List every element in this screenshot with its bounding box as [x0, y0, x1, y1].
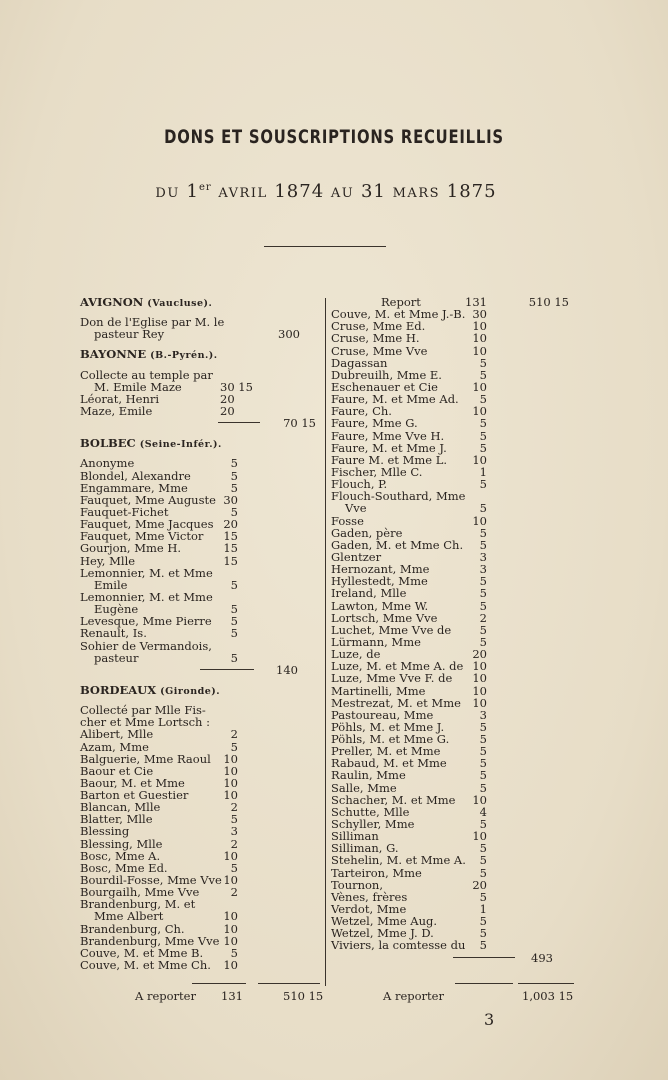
list-item — [80, 910, 320, 922]
entry-name: Faure, M. et Mme Ad. — [331, 392, 459, 407]
entry-name: Schyller, Mme — [331, 817, 415, 832]
entry-name: Blondel, Alexandre — [80, 468, 191, 483]
list-item — [80, 728, 320, 740]
entry-value: 10 — [472, 792, 487, 807]
entry-name: Baour, M. et Mme — [80, 775, 185, 790]
entry-value: 5 — [479, 938, 487, 953]
entry-value: 2 — [230, 727, 238, 742]
entry-value: 5 — [479, 586, 487, 601]
entry-name: Tournon, — [331, 877, 383, 892]
list-item — [331, 502, 571, 514]
entry-value: 5 — [479, 392, 487, 407]
entry-value: 5 — [230, 504, 238, 519]
entry-value: 10 — [472, 683, 487, 698]
entry-name: Cruse, Mme Vve — [331, 343, 428, 358]
subtitle-year-start: 1874 — [274, 181, 325, 202]
entry-name: Mestrezat, M. et Mme — [331, 695, 461, 710]
list-item — [331, 867, 571, 879]
section-total: 300 — [278, 327, 300, 342]
entry-value: 10 — [472, 319, 487, 334]
entry-value: 5 — [479, 889, 487, 904]
entry-name: Hernozant, Mme — [331, 562, 430, 577]
subtotal-rule — [218, 422, 260, 423]
entry-value: 5 — [479, 355, 487, 370]
entry-name: Pöhls, M. et Mme G. — [331, 732, 450, 747]
list-item — [331, 490, 571, 502]
entry-name: Glentzer — [331, 549, 382, 564]
entry-value: 10 — [223, 848, 238, 863]
entry-name: Baour et Cie — [80, 763, 154, 778]
entry-name: Faure, Ch. — [331, 404, 392, 419]
entry-name: Couve, M. et Mme B. — [80, 945, 204, 960]
entry-value: 5 — [230, 812, 238, 827]
entry-value: 30 15 — [220, 379, 253, 394]
list-item — [80, 470, 320, 482]
entry-name: cher et Mme Lortsch : — [80, 715, 210, 730]
entry-name: Schacher, M. et Mme — [331, 792, 456, 807]
left-a-reporter-value: 131 — [221, 989, 243, 1003]
region-name: (B.-Pyrén.). — [150, 350, 218, 362]
list-item — [80, 825, 320, 837]
entry-name: Verdot, Mme — [331, 902, 407, 917]
list-item — [80, 328, 320, 340]
entry-name: Stehelin, M. et Mme A. — [331, 853, 466, 868]
entry-name: Dagassan — [331, 355, 388, 370]
entry-name: Preller, M. et Mme — [331, 744, 441, 759]
entry-value: 5 — [479, 841, 487, 856]
entry-value: 10 — [472, 343, 487, 358]
entry-value: 10 — [472, 452, 487, 467]
list-item — [331, 527, 571, 539]
entry-value: 1 — [479, 902, 487, 917]
entry-name: Couve, M. et Mme J.-B. — [331, 307, 466, 322]
subtitle-sup: er — [198, 182, 212, 193]
page-title: DONS ET SOUSCRIPTIONS RECUEILLIS — [164, 126, 504, 148]
entry-name: Wetzel, Mme J. D. — [331, 926, 434, 941]
entry-value: 10 — [223, 958, 238, 973]
list-item — [80, 959, 320, 971]
entry-value: 15 — [223, 541, 238, 556]
entry-name: Luze, de — [331, 647, 381, 662]
entry-name: Hey, Mlle — [80, 553, 136, 568]
column-divider — [325, 298, 326, 986]
entry-value: 5 — [230, 650, 238, 665]
subtotal-rule — [200, 669, 254, 670]
entry-name: pasteur Rey — [94, 327, 165, 342]
entry-name: Lawton, Mme W. — [331, 598, 429, 613]
right-column — [331, 296, 571, 964]
subtitle-du: DU — [155, 186, 180, 201]
subtitle-day: 1 — [186, 181, 199, 202]
entry-name: Vènes, frères — [331, 889, 408, 904]
left-footer-rule-values — [192, 983, 246, 984]
left-column — [80, 296, 320, 971]
entry-value: 5 — [230, 480, 238, 495]
entry-name: Hyllestedt, Mme — [331, 574, 428, 589]
entry-name: Faure, M. et Mme J. — [331, 440, 447, 455]
entry-value: 20 — [220, 391, 235, 406]
entry-value: 5 — [230, 577, 238, 592]
list-item — [331, 854, 571, 866]
entry-name: Don de l'Eglise par M. le — [80, 315, 225, 330]
entry-name: Couve, M. et Mme Ch. — [80, 958, 211, 973]
entry-value: 10 — [472, 331, 487, 346]
entry-name: Blessing — [80, 824, 130, 839]
left-footer-rule-total — [258, 983, 320, 984]
entry-name: Mme Albert — [94, 909, 164, 924]
list-item — [80, 482, 320, 494]
section-heading-bayonne — [80, 348, 320, 360]
entry-name: Tarteiron, Mme — [331, 865, 422, 880]
entry-name: Emile — [94, 577, 128, 592]
entry-value: 20 — [223, 517, 238, 532]
entry-name: Fauquet, Mme Jacques — [80, 517, 214, 532]
entry-name: Bosc, Mme Ed. — [80, 860, 168, 875]
entry-value: 5 — [479, 416, 487, 431]
entry-name: Blancan, Mlle — [80, 800, 161, 815]
report-value: 131 — [465, 295, 487, 309]
right-footer-rule-values — [455, 983, 513, 984]
list-item — [331, 442, 571, 454]
entry-name: Engammare, Mme — [80, 480, 188, 495]
entry-name: Lortsch, Mme Vve — [331, 610, 438, 625]
entry-value: 5 — [479, 780, 487, 795]
section-total: 70 15 — [283, 416, 316, 431]
report-total: 510 15 — [528, 295, 569, 309]
entry-name: Fauquet-Fichet — [80, 504, 169, 519]
subtitle-au: AU — [330, 186, 355, 201]
right-a-reporter-label: A reporter — [383, 989, 444, 1003]
list-item — [80, 923, 320, 935]
list-item — [331, 430, 571, 442]
entry-name: Cruse, Mme H. — [331, 331, 420, 346]
entry-name: Flouch-Southard, Mme — [331, 489, 466, 504]
entry-name: Eschenauer et Cie — [331, 379, 438, 394]
entry-value: 5 — [479, 477, 487, 492]
entry-name: Luze, Mme Vve F. de — [331, 671, 453, 686]
entry-name: Flouch, P. — [331, 477, 388, 492]
list-item — [80, 741, 320, 753]
entry-name: Collecte au temple par — [80, 367, 213, 382]
section-heading-avignon — [80, 296, 320, 308]
section-heading-bordeaux — [80, 684, 320, 696]
entry-name: Martinelli, Mme — [331, 683, 426, 698]
entry-name: Fauquet, Mme Victor — [80, 529, 204, 544]
entry-value: 5 — [230, 602, 238, 617]
entry-value: 5 — [230, 739, 238, 754]
entry-name: Collecté par Mlle Fis- — [80, 703, 206, 718]
entry-value: 5 — [230, 860, 238, 875]
entry-value: 5 — [479, 744, 487, 759]
entry-name: Silliman, G. — [331, 841, 399, 856]
entry-value: 5 — [230, 626, 238, 641]
entry-name: Lemonnier, M. et Mme — [80, 565, 213, 580]
entry-name: Faure M. et Mme L. — [331, 452, 448, 467]
right-a-reporter-total: 1,003 15 — [522, 989, 574, 1003]
right-footer-rule-total — [518, 983, 574, 984]
entry-name: Fauquet, Mme Auguste — [80, 492, 216, 507]
list-item — [331, 612, 571, 624]
entry-name: Ireland, Mlle — [331, 586, 407, 601]
entry-value: 10 — [472, 513, 487, 528]
entry-value: 2 — [230, 800, 238, 815]
entry-name: Azam, Mme — [80, 739, 149, 754]
entry-value: 5 — [479, 525, 487, 540]
entry-value: 10 — [472, 829, 487, 844]
entry-name: Cruse, Mme Ed. — [331, 319, 426, 334]
subtitle-year-end: 1875 — [446, 181, 497, 202]
list-item — [80, 369, 320, 381]
entry-name: pasteur — [94, 650, 139, 665]
entry-name: Bourdil-Fosse, Mme Vve — [80, 873, 222, 888]
city-name: AVIGNON — [80, 295, 144, 309]
subtitle-day-end: 31 — [360, 181, 386, 202]
bolbec-list — [80, 457, 320, 663]
entry-name: Lürmann, Mme — [331, 634, 421, 649]
entry-name: Fischer, Mlle C. — [331, 464, 423, 479]
entry-name: Vve — [345, 501, 367, 516]
entry-name: Silliman — [331, 829, 379, 844]
entry-value: 10 — [223, 909, 238, 924]
entry-value: 20 — [220, 403, 235, 418]
entry-name: Brandenburg, Mme Vve — [80, 933, 220, 948]
entry-value: 5 — [479, 732, 487, 747]
entry-value: 5 — [479, 865, 487, 880]
entry-name: Renault, Is. — [80, 626, 147, 641]
city-name: BOLBEC — [80, 436, 136, 451]
entry-value: 20 — [472, 877, 487, 892]
entry-name: Lemonnier, M. et Mme — [80, 589, 213, 604]
entry-value: 5 — [230, 614, 238, 629]
entry-value: 10 — [472, 404, 487, 419]
city-name: BORDEAUX — [80, 682, 157, 697]
entry-value: 5 — [230, 468, 238, 483]
left-a-reporter-total: 510 15 — [283, 989, 324, 1003]
section-total: 493 — [531, 950, 553, 965]
list-item — [80, 627, 320, 639]
entry-name: Faure, Mme G. — [331, 416, 418, 431]
entry-name: Gourjon, Mme H. — [80, 541, 182, 556]
list-item — [80, 838, 320, 850]
entry-name: Brandenburg, Ch. — [80, 921, 185, 936]
subtotal-row — [331, 952, 571, 964]
list-item — [80, 542, 320, 554]
entry-value: 5 — [479, 598, 487, 613]
entry-name: Bourgailh, Mme Vve — [80, 885, 200, 900]
entry-value: 5 — [479, 914, 487, 929]
region-name: (Vaucluse). — [147, 298, 213, 309]
entry-value: 10 — [223, 873, 238, 888]
list-item — [80, 753, 320, 765]
entry-value: 5 — [479, 853, 487, 868]
entry-name: Gaden, M. et Mme Ch. — [331, 537, 464, 552]
list-item — [80, 567, 320, 579]
entry-name: Faure, Mme Vve H. — [331, 428, 445, 443]
entry-value: 2 — [479, 610, 487, 625]
region-name: (Gironde). — [160, 685, 221, 697]
page-number: 3 — [484, 1010, 495, 1029]
entry-name: Blatter, Mlle — [80, 812, 153, 827]
right-list — [331, 308, 571, 951]
entry-name: Fosse — [331, 513, 364, 528]
entry-value: 5 — [479, 719, 487, 734]
entry-name: Blessing, Mlle — [80, 836, 163, 851]
entry-value: 5 — [230, 945, 238, 960]
entry-name: Gaden, père — [331, 525, 403, 540]
entry-name: Bosc, Mme A. — [80, 848, 161, 863]
entry-name: Levesque, Mme Pierre — [80, 614, 212, 629]
entry-value: 10 — [223, 921, 238, 936]
list-item — [331, 939, 571, 951]
list-item — [331, 332, 571, 344]
subtitle-month-start: AVRIL — [218, 186, 268, 201]
entry-value: 2 — [230, 836, 238, 851]
entry-name: Pöhls, M. et Mme J. — [331, 719, 445, 734]
entry-name: Léorat, Henri — [80, 391, 160, 406]
list-item — [331, 417, 571, 429]
list-item — [331, 782, 571, 794]
entry-value: 30 — [223, 492, 238, 507]
entry-value: 10 — [223, 933, 238, 948]
entry-name: Balguerie, Mme Raoul — [80, 751, 211, 766]
entry-value: 3 — [479, 707, 487, 722]
entry-value: 5 — [479, 537, 487, 552]
list-item — [331, 685, 571, 697]
entry-value: 5 — [479, 622, 487, 637]
entry-value: 5 — [479, 367, 487, 382]
list-item — [80, 457, 320, 469]
entry-name: Alibert, Mlle — [80, 727, 154, 742]
entry-value: 5 — [479, 768, 487, 783]
list-item — [331, 515, 571, 527]
entry-value: 5 — [479, 440, 487, 455]
list-item — [331, 697, 571, 709]
list-item — [80, 555, 320, 567]
left-a-reporter-label: A reporter — [135, 989, 196, 1003]
entry-value: 3 — [479, 562, 487, 577]
list-item — [331, 587, 571, 599]
entry-value: 10 — [472, 695, 487, 710]
entry-value: 3 — [230, 824, 238, 839]
entry-value: 10 — [223, 763, 238, 778]
title-rule — [264, 246, 386, 247]
region-name: (Seine-Infér.). — [139, 439, 222, 451]
list-item — [80, 640, 320, 652]
entry-value: 4 — [479, 804, 487, 819]
list-item — [331, 600, 571, 612]
list-item — [331, 769, 571, 781]
list-item — [331, 672, 571, 684]
entry-name: Luze, M. et Mme A. de — [331, 659, 464, 674]
subtitle-month-end: MARS — [392, 186, 441, 201]
subtotal-rule — [453, 957, 515, 958]
entry-name: Brandenburg, M. et — [80, 897, 196, 912]
section-heading-bolbec — [80, 437, 320, 449]
list-item — [331, 345, 571, 357]
entry-value: 30 — [472, 307, 487, 322]
section-total: 140 — [276, 662, 298, 677]
entry-value: 10 — [223, 775, 238, 790]
entry-value: 3 — [479, 549, 487, 564]
entry-value: 10 — [472, 379, 487, 394]
entry-value: 5 — [230, 456, 238, 471]
entry-value: 15 — [223, 553, 238, 568]
entry-name: Wetzel, Mme Aug. — [331, 914, 438, 929]
entry-name: Anonyme — [80, 456, 135, 471]
list-item — [80, 652, 320, 664]
entry-value: 5 — [479, 756, 487, 771]
entry-value: 5 — [479, 501, 487, 516]
entry-value: 10 — [223, 751, 238, 766]
bordeaux-list — [80, 704, 320, 971]
entry-name: Dubreuilh, Mme E. — [331, 367, 442, 382]
entry-value: 1 — [479, 464, 487, 479]
entry-value: 10 — [472, 671, 487, 686]
entry-name: Barton et Guestier — [80, 788, 189, 803]
entry-name: Luchet, Mme Vve de — [331, 622, 452, 637]
entry-value: 5 — [479, 817, 487, 832]
entry-value: 5 — [479, 574, 487, 589]
city-name: BAYONNE — [80, 347, 147, 362]
entry-value: 5 — [479, 634, 487, 649]
subtotal-row — [80, 417, 320, 429]
entry-name: Schutte, Mlle — [331, 804, 410, 819]
entry-name: Sohier de Vermandois, — [80, 638, 212, 653]
entry-value: 5 — [479, 428, 487, 443]
entry-name: Raulin, Mme — [331, 768, 406, 783]
report-label: Report — [381, 295, 421, 309]
entry-value: 15 — [223, 529, 238, 544]
subtotal-row — [80, 664, 320, 676]
entry-value: 5 — [479, 926, 487, 941]
entry-name: Pastoureau, Mme — [331, 707, 434, 722]
entry-name: Rabaud, M. et Mme — [331, 756, 447, 771]
page-subtitle — [0, 181, 652, 202]
entry-name: Maze, Emile — [80, 403, 153, 418]
entry-value: 10 — [223, 788, 238, 803]
entry-value: 2 — [230, 885, 238, 900]
entry-name: Viviers, la comtesse du — [331, 938, 466, 953]
entry-name: Eugène — [94, 602, 139, 617]
entry-value: 10 — [472, 659, 487, 674]
entry-name: Salle, Mme — [331, 780, 397, 795]
entry-value: 20 — [472, 647, 487, 662]
entry-name: M. Emile Maze — [94, 379, 182, 394]
